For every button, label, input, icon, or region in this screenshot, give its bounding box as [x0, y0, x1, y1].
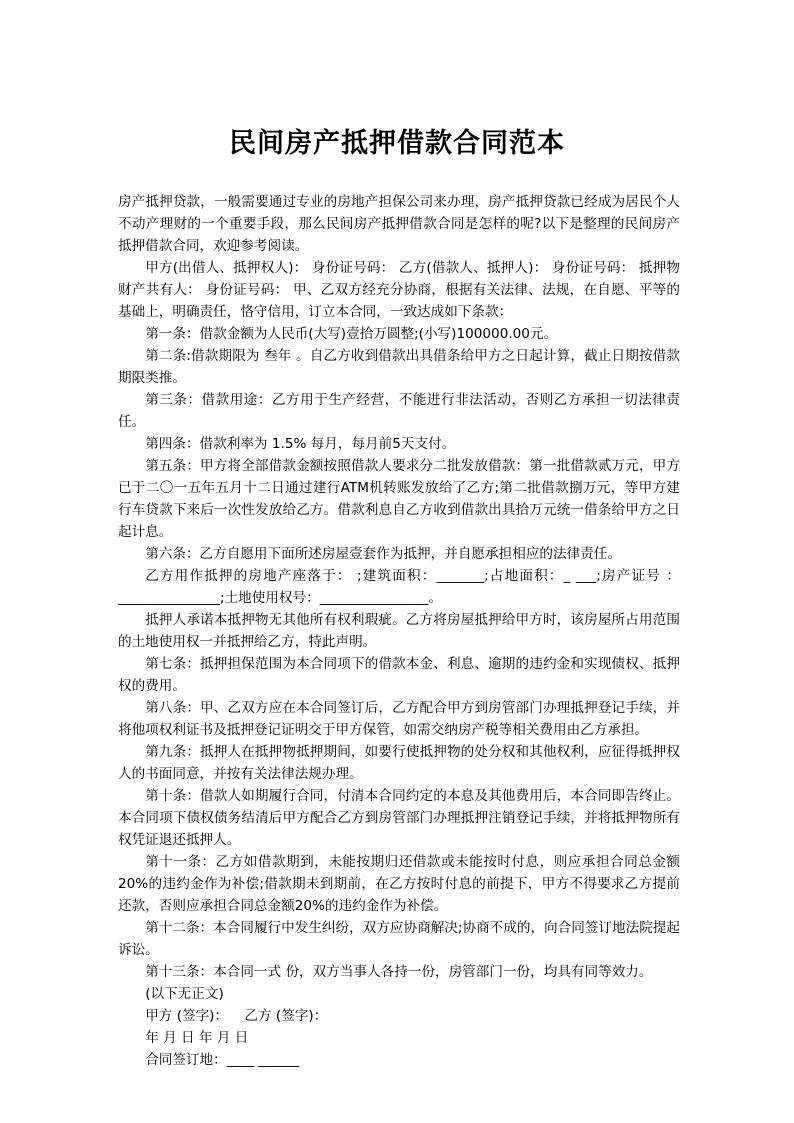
signature-line [145, 1005, 680, 1027]
article-12: 第十二条：本合同履行中发生纠纷，双方应协商解决;协商不成的，向合同签订地法院提起诉讼。 [118, 920, 680, 958]
signature-date-line: 年 月 日 年 月 日 [145, 1030, 249, 1046]
party-a-signature-label: 甲方 (签字)： [145, 1008, 229, 1024]
article-7: 第七条：抵押担保范围为本合同项下的借款本金、利息、逾期的违约金和实现债权、抵押权的费用。 [118, 656, 680, 694]
article-2: 第二条:借款期限为 叁年 。自乙方收到借款出具借条给甲方之日起计算，截止日期按借款期限类推。 [118, 348, 680, 386]
article-9: 第九条：抵押人在抵押物抵押期间，如要行使抵押物的处分权和其他权利，应征得抵押权人的书面同意，并按有关法律法规办理。 [118, 744, 680, 782]
article-13: 第十三条：本合同一式 份，双方当事人各持一份，房管部门一份，均具有同等效力。 [145, 964, 653, 980]
mortgagor-declaration: 抵押人承诺本抵押物无其他所有权利瑕疵。乙方将房屋抵押给甲方时，该房屋所占用范围的土地使用权一并抵押给乙方，特此声明。 [118, 612, 680, 650]
document-body [118, 191, 680, 1071]
article-5: 第五条：甲方将全部借款金额按照借款人要求分二批发放借款：第一批借款贰万元，甲方已于二〇一五年五月十二日通过建行ATM机转账发放给了乙方;第二批借款捌万元，等甲方建行车贷款下来后一次性发放给乙方。借款利息自乙方收到借款出具拾万元统一借条给甲方之日起计息。 [118, 458, 680, 540]
article-1: 第一条：借款金额为人民币(大写)壹拾万圆整;(小写)100000.00元。 [145, 326, 558, 342]
parties-paragraph: 甲方(出借人、抵押权人)： 身份证号码： 乙方(借款人、抵押人)： 身份证号码： 抵押物财产共有人： 身份证号码： 甲、乙双方经充分协商，根据有关法律、法规，在自愿、平等的基础上，明确责任，恪守信用，订立本合同，一致达成如下条款： [118, 260, 680, 320]
property-details: 乙方用作抵押的房地产座落于： ;建筑面积：_______;占地面积：_ ___;房产证号 ：_______________;土地使用权号：________________。 [118, 568, 680, 606]
article-11: 第十一条：乙方如借款期到，未能按期归还借款或未能按时付息，则应承担合同总金额20%的违约金作为补偿;借款期未到期前，在乙方按时付息的前提下，甲方不得要求乙方提前还款，否则应承担合同总金额20%的违约金作为补偿。 [118, 854, 680, 914]
signature-block [118, 983, 680, 1071]
intro-paragraph: 房产抵押贷款，一般需要通过专业的房地产担保公司来办理，房产抵押贷款已经成为居民个人不动产理财的一个重要手段，那么民间房产抵押借款合同是怎样的呢?以下是整理的民间房产抵押借款合同，欢迎参考阅读。 [118, 194, 680, 254]
party-b-signature-label: 乙方 (签字)： [244, 1008, 328, 1024]
article-10: 第十条：借款人如期履行合同，付清本合同约定的本息及其他费用后，本合同即告终止。本合同项下债权债务结清后甲方配合乙方到房管部门办理抵押注销登记手续，并将抵押物所有权凭证退还抵押人。 [118, 788, 680, 848]
document-title: 民间房产抵押借款合同范本 [229, 128, 565, 159]
no-more-text-note: (以下无正文) [145, 986, 224, 1002]
article-3: 第三条：借款用途：乙方用于生产经营，不能进行非法活动，否则乙方承担一切法律责任。 [118, 392, 680, 430]
article-6: 第六条：乙方自愿用下面所述房屋壹套作为抵押，并自愿承担相应的法律责任。 [145, 546, 621, 562]
signing-place-line: 合同签订地：____ ______ [145, 1052, 300, 1068]
article-8: 第八条：甲、乙双方应在本合同签订后，乙方配合甲方到房管部门办理抵押登记手续，并将他项权利证书及抵押登记证明交于甲方保管，如需交纳房产税等相关费用由乙方承担。 [118, 700, 680, 738]
article-4: 第四条：借款利率为 1.5% 每月，每月前5天支付。 [145, 436, 456, 452]
